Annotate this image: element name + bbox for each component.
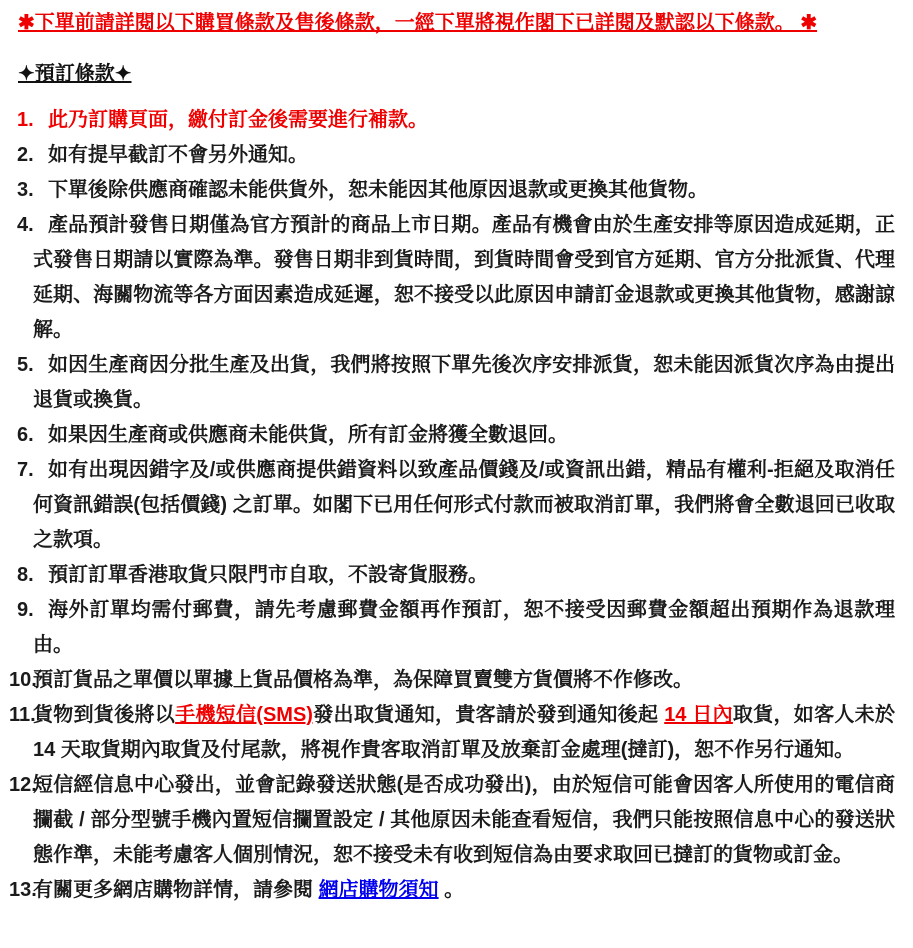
term-text [33,103,895,138]
term-text [33,873,895,908]
term-item [0,768,913,873]
term-number: 8. [17,564,34,586]
term-text-segment: 14 日內 [664,704,733,726]
term-item [0,873,913,908]
term-text [33,768,895,873]
term-item [0,558,913,593]
term-text-segment: 預訂貨品之單價以單據上貨品價格為準，為保障買賣雙方貨價將不作修改。 [33,669,693,691]
term-number: 2. [17,144,34,166]
term-text [33,208,895,348]
term-number: 12. [9,774,37,796]
term-text-segment: 手機短信(SMS) [175,704,313,726]
term-text [33,663,895,698]
term-number: 10. [9,669,37,691]
term-text [33,348,895,418]
term-text-segment: 發出取貨通知，貴客請於發到通知後起 [312,704,665,726]
term-item [0,593,913,663]
term-text-segment: 如因生產商因分批生產及出貨，我們將按照下單先後次序安排派貨，恕未能因派貨次序為由提出退貨或換貨。 [33,354,895,411]
terms-list [0,103,913,908]
term-text-segment: 有關更多網店購物詳情，請參閱 [33,879,319,901]
term-text-segment: 如果因生產商或供應商未能供貨，所有訂金將獲全數退回。 [48,424,568,446]
term-number: 9. [17,599,34,621]
term-number: 6. [17,424,34,446]
section-title-preorder-terms: ✦預訂條款✦ [18,63,132,85]
term-item [0,103,913,138]
term-text-segment: 預訂訂單香港取貨只限門市自取，不設寄貨服務。 [48,564,488,586]
term-text-segment: 短信經信息中心發出，並會記錄發送狀態(是否成功發出)，由於短信可能會因客人所使用的電信商攔截 / 部分型號手機內置短信攔置設定 / 其他原因未能查看短信，我們只能按照信息中心的發送狀態作準，未能考慮客人個別情況，恕不接受未有收到短信為由要求取回已撻訂的貨物或訂金。 [33,774,895,866]
term-text-segment: 如有提早截訂不會另外通知。 [48,144,308,166]
term-item [0,173,913,208]
term-item [0,453,913,558]
term-number: 11. [9,704,36,726]
term-item [0,663,913,698]
term-text [33,558,895,593]
term-text-segment: 此乃訂購頁面，繳付訂金後需要進行補款。 [48,109,428,131]
shop-notice-link[interactable]: 網店購物須知 [318,879,439,901]
term-item [0,698,913,768]
term-item [0,138,913,173]
pre-order-notice-header: ✱下單前請詳閱以下購買條款及售後條款，一經下單將視作閣下已詳閱及默認以下條款。 ✱ [18,12,818,34]
term-text-segment: 取貨，如客人未於 14 天取貨期內取貨及付尾款，將視作貴客取消訂單及放棄訂金處理(撻訂)，恕不作另行通知。 [33,704,901,761]
term-item [0,348,913,418]
term-text [33,453,895,558]
term-number: 1. [17,109,34,131]
term-number: 3. [17,179,34,201]
term-item [0,418,913,453]
term-text-segment: 產品預計發售日期僅為官方預計的商品上市日期。產品有機會由於生產安排等原因造成延期，正式發售日期請以實際為準。發售日期非到貨時間，到貨時間會受到官方延期、官方分批派貨、代理延期、海關物流等各方面因素造成延遲，恕不接受以此原因申請訂金退款或更換其他貨物，感謝諒解。 [33,214,895,341]
term-number: 7. [17,459,34,481]
term-text-segment: 貨物到貨後將以 [33,704,176,726]
term-text-segment: 如有出現因錯字及/或供應商提供錯資料以致產品價錢及/或資訊出錯，精品有權利-拒絕及取消任何資訊錯誤(包括價錢) 之訂單。如閣下已用任何形式付款而被取消訂單，我們將會全數退回已收取之款項。 [33,459,895,551]
term-text-segment: 。 [438,879,465,901]
term-item [0,208,913,348]
term-number: 5. [17,354,34,376]
term-text-segment: 海外訂單均需付郵費，請先考慮郵費金額再作預訂，恕不接受因郵費金額超出預期作為退款理由。 [33,599,895,656]
term-text [33,698,901,768]
term-text-segment: 下單後除供應商確認未能供貨外，恕未能因其他原因退款或更換其他貨物。 [48,179,708,201]
term-number: 4. [17,214,34,236]
term-text [33,138,895,173]
term-text [33,593,895,663]
term-text [33,173,895,208]
term-text [33,418,895,453]
term-number: 13. [9,879,37,901]
